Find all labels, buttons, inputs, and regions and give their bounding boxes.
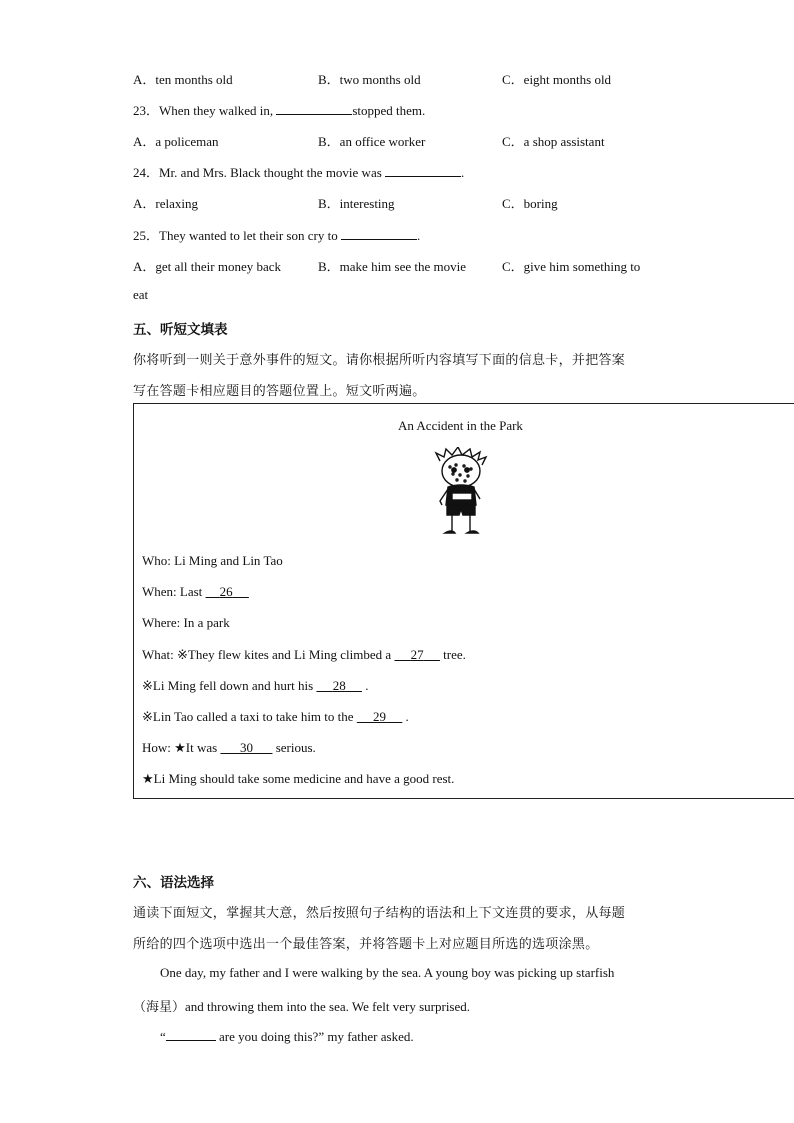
- section5-instruction-1: 你将听到一则关于意外事件的短文。请你根据所听内容填写下面的信息卡，并把答案: [133, 353, 626, 368]
- passage-paragraph-1-line-1: One day, my father and I were walking by the sea. A young boy was picking up starfish: [160, 965, 615, 980]
- q23-after: stopped them.: [352, 103, 426, 118]
- quote-open: “: [160, 1029, 166, 1044]
- q23-text: 23．When they walked in,: [133, 103, 274, 118]
- section5-instruction-2: 写在答题卡相应题目的答题位置上。短文听两遍。: [133, 384, 426, 399]
- q25-option-a: A．get all their money back: [133, 259, 282, 274]
- section6-title: 六、语法选择: [133, 875, 214, 891]
- q23-blank: [276, 101, 352, 115]
- card-what: [142, 647, 466, 663]
- card-title: An Accident in the Park: [398, 418, 523, 433]
- q23-option-b: B．an office worker: [318, 134, 426, 149]
- q25-option-c-wrap: eat: [133, 287, 149, 302]
- q24-blank: [385, 163, 461, 177]
- card-when: [142, 584, 249, 600]
- passage-blank: [166, 1027, 216, 1041]
- q25-text: 25．They wanted to let their son cry to: [133, 228, 338, 243]
- card-what-text: What: ※They flew kites and Li Ming climbed a: [142, 647, 392, 662]
- section5-title: 五、听短文填表: [133, 322, 228, 338]
- q24-option-a: A．relaxing: [133, 196, 198, 211]
- card-blank-26: [206, 584, 249, 599]
- card-who: Who: Li Ming and Lin Tao: [142, 553, 283, 568]
- injured-boy-illustration: [428, 447, 494, 539]
- card-what-after: tree.: [443, 647, 466, 662]
- q25-option-c: C．give him something to: [502, 259, 641, 274]
- q24-option-c: C．boring: [502, 196, 558, 211]
- card-taxi-text: ※Lin Tao called a taxi to take him to the: [142, 709, 354, 724]
- q25-stem: [133, 225, 420, 244]
- card-how: [142, 740, 316, 756]
- card-fell: [142, 678, 368, 694]
- q23-option-c: C．a shop assistant: [502, 134, 605, 149]
- q25-blank: [341, 226, 417, 240]
- q24-text: 24．Mr. and Mrs. Black thought the movie was: [133, 165, 382, 180]
- section6-instruction-1: 通读下面短文，掌握其大意，然后按照句子结构的语法和上下文连贯的要求，从每题: [133, 906, 626, 921]
- q22-option-c: C．eight months old: [502, 72, 612, 87]
- q22-option-a: A．ten months old: [133, 72, 233, 87]
- card-fell-after: .: [365, 678, 369, 693]
- card-taxi-after: .: [405, 709, 409, 724]
- passage-paragraph-1-line-2: （海星）and throwing them into the sea. We felt very surprised.: [133, 999, 471, 1014]
- blank-26-number: 26: [219, 584, 233, 599]
- card-blank-28: [316, 678, 362, 693]
- card-taxi: [142, 709, 409, 725]
- card-how-text: How: ★It was: [142, 740, 218, 755]
- passage-paragraph-2-text: are you doing this?” my father asked.: [219, 1029, 414, 1044]
- card-fell-text: ※Li Ming fell down and hurt his: [142, 678, 314, 693]
- passage-paragraph-2: [160, 1027, 414, 1045]
- blank-30-number: 30: [239, 740, 253, 755]
- q24-after: .: [461, 165, 465, 180]
- blank-29-number: 29: [373, 709, 387, 724]
- card-blank-29: [357, 709, 403, 724]
- card-how-after: serious.: [275, 740, 316, 755]
- section6-instruction-2: 所给的四个选项中选出一个最佳答案，并将答题卡上对应题目所选的选项涂黑。: [133, 937, 599, 952]
- blank-27-number: 27: [410, 647, 424, 662]
- card-rest: ★Li Ming should take some medicine and have a good rest.: [142, 771, 455, 786]
- q23-option-a: A．a policeman: [133, 134, 219, 149]
- q24-stem: [133, 162, 464, 181]
- q25-after: .: [416, 228, 421, 243]
- card-when-label: When: Last: [142, 584, 203, 599]
- card-blank-30: [220, 740, 272, 755]
- q24-option-b: B．interesting: [318, 196, 395, 211]
- card-blank-27: [394, 647, 440, 662]
- blank-28-number: 28: [332, 678, 346, 693]
- q23-stem: [133, 100, 425, 119]
- card-where: Where: In a park: [142, 615, 230, 630]
- q22-option-b: B．two months old: [318, 72, 421, 87]
- q25-option-b: B．make him see the movie: [318, 259, 467, 274]
